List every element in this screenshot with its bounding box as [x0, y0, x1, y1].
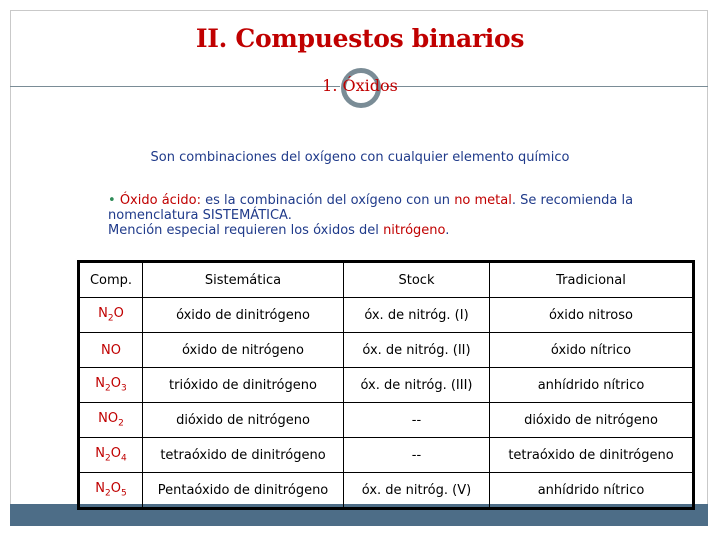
sistematica-cell: óxido de nitrógeno — [143, 333, 344, 368]
stock-cell: -- — [344, 438, 490, 473]
stock-cell: óx. de nitróg. (II) — [344, 333, 490, 368]
table-row — [79, 333, 694, 368]
formula-subscript: 2 — [107, 313, 114, 324]
keyword-no-metal: no metal — [454, 193, 512, 208]
slide-subtitle: 1. Óxidos — [322, 76, 398, 95]
formula-element: N — [98, 306, 108, 322]
formula-element: O — [110, 446, 121, 462]
formula-subscript: 2 — [105, 453, 111, 464]
table-row — [79, 298, 694, 333]
stock-cell: óx. de nitróg. (III) — [344, 368, 490, 403]
formula-element: N — [95, 481, 106, 497]
formula-cell — [79, 473, 143, 509]
tradicional-cell: tetraóxido de dinitrógeno — [490, 438, 694, 473]
tradicional-cell: dióxido de nitrógeno — [490, 403, 694, 438]
sistematica-cell: Pentaóxido de dinitrógeno — [143, 473, 344, 509]
formula-element: N — [95, 376, 106, 392]
table-header-row — [79, 262, 694, 298]
table-row — [79, 438, 694, 473]
stock-cell: -- — [344, 403, 490, 438]
formula-subscript: 5 — [120, 488, 127, 499]
formula-cell — [79, 403, 143, 438]
formula-cell — [79, 368, 143, 403]
formula-cell — [79, 438, 143, 473]
formula-subscript: 2 — [118, 418, 124, 429]
paragraph-line3-start: Mención especial requieren los óxidos del — [108, 223, 384, 238]
sistematica-cell: trióxido de dinitrógeno — [143, 368, 344, 403]
stock-cell: óx. de nitróg. (I) — [344, 298, 490, 333]
tradicional-cell: óxido nítrico — [490, 333, 694, 368]
formula-element: N — [95, 446, 106, 462]
formula-element: O — [113, 306, 124, 322]
oxide-paragraph — [108, 193, 678, 238]
table-row — [79, 403, 694, 438]
formula-subscript: 4 — [120, 453, 127, 464]
table-body — [79, 298, 694, 509]
sistematica-cell: óxido de dinitrógeno — [143, 298, 344, 333]
tradicional-cell: anhídrido nítrico — [490, 368, 694, 403]
formula-subscript: 3 — [120, 383, 127, 394]
header-sistematica: Sistemática — [143, 262, 344, 298]
paragraph-text-2: . Se recomienda la nomenclatura SISTEMÁTICA. — [108, 193, 634, 223]
nomenclature-table — [77, 260, 695, 510]
formula-element: O — [110, 342, 121, 358]
slide-title: II. Compuestos binarios — [195, 24, 525, 53]
paragraph-text-1: es la combinación del oxígeno con un — [201, 193, 455, 208]
header-tradicional: Tradicional — [490, 262, 694, 298]
intro-text: Son combinaciones del oxígeno con cualquier elemento químico — [150, 150, 570, 165]
table-row — [79, 473, 694, 509]
paragraph-line3-end: . — [445, 223, 450, 238]
stock-cell: óx. de nitróg. (V) — [344, 473, 490, 509]
sistematica-cell: tetraóxido de dinitrógeno — [143, 438, 344, 473]
lead-term: Óxido ácido: — [119, 193, 201, 208]
formula-subscript: 2 — [105, 488, 111, 499]
formula-cell — [79, 333, 143, 368]
sistematica-cell: dióxido de nitrógeno — [143, 403, 344, 438]
tradicional-cell: anhídrido nítrico — [490, 473, 694, 509]
formula-element: O — [107, 411, 119, 427]
keyword-nitrogeno: nitrógeno — [383, 223, 446, 238]
header-comp: Comp. — [79, 262, 143, 298]
formula-element: O — [110, 481, 121, 497]
formula-subscript: 2 — [105, 383, 111, 394]
formula-element: N — [101, 342, 111, 358]
header-stock: Stock — [344, 262, 490, 298]
bullet-icon: • — [108, 193, 116, 208]
formula-cell — [79, 298, 143, 333]
formula-element: O — [110, 376, 121, 392]
tradicional-cell: óxido nitroso — [490, 298, 694, 333]
formula-element: N — [98, 411, 108, 427]
table-row — [79, 368, 694, 403]
